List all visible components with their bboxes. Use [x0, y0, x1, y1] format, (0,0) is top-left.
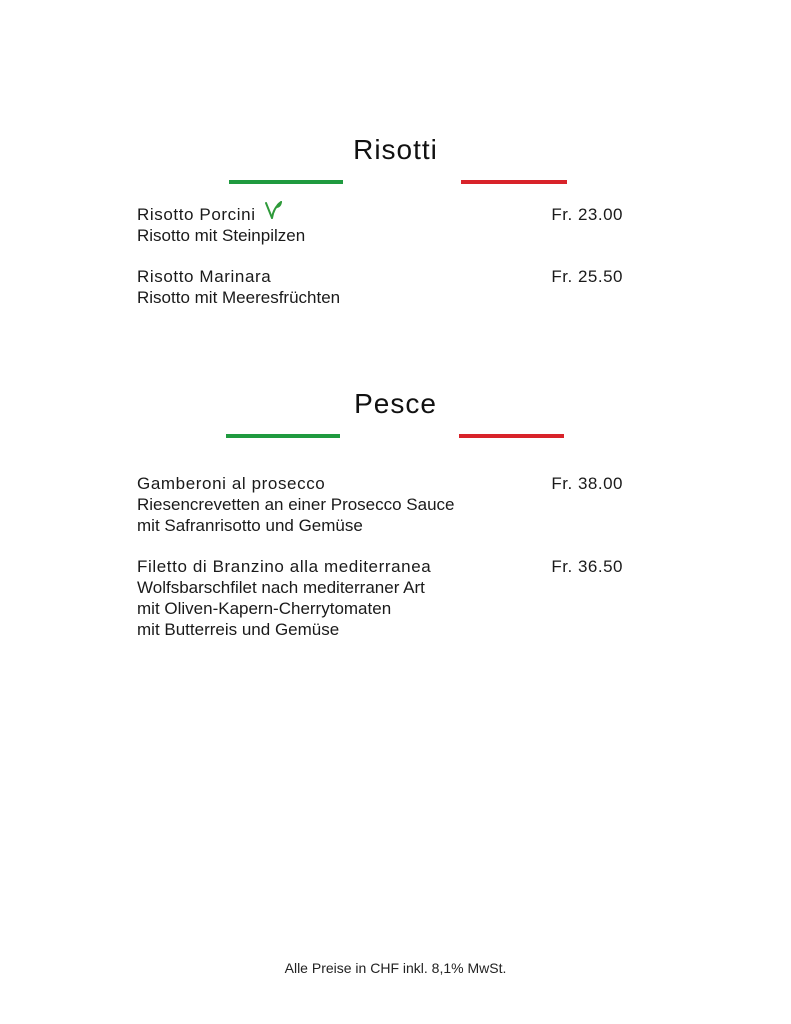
item-name: Filetto di Branzino alla mediterranea: [137, 557, 432, 576]
divider-red: [461, 180, 567, 184]
section-title-pesce: Pesce: [354, 388, 437, 419]
price-note-footer: Alle Preise in CHF inkl. 8,1% MwSt.: [284, 960, 507, 976]
section-title-risotti: Risotti: [353, 134, 438, 165]
item-price: Fr. 36.50: [551, 557, 623, 576]
item-description: mit Safranrisotto und Gemüse: [137, 516, 363, 535]
item-description: Wolfsbarschfilet nach mediterraner Art: [137, 578, 425, 597]
item-description: mit Butterreis und Gemüse: [137, 620, 340, 639]
item-description: Riesencrevetten an einer Prosecco Sauce: [137, 495, 455, 514]
item-price: Fr. 23.00: [551, 204, 623, 224]
item-name: Gamberoni al prosecco: [137, 474, 326, 493]
item-name: Risotto Porcini: [137, 204, 256, 224]
item-description: Risotto mit Meeresfrüchten: [137, 288, 341, 307]
menu-item-filetto-branzino: [137, 556, 623, 640]
menu-item-gamberoni: [137, 473, 623, 536]
divider-green: [229, 180, 343, 184]
menu-item-risotto-marinara: [137, 266, 623, 308]
divider-red: [459, 434, 564, 438]
item-description: Risotto mit Steinpilzen: [137, 226, 306, 245]
item-price: Fr. 25.50: [551, 267, 623, 286]
item-description: mit Oliven-Kapern-Cherrytomaten: [137, 599, 392, 618]
item-name: Risotto Marinara: [137, 267, 272, 286]
vegetarian-leaf-icon: [264, 200, 284, 222]
divider-green: [226, 434, 340, 438]
menu-item-risotto-porcini: [137, 203, 623, 246]
item-price: Fr. 38.00: [551, 474, 623, 493]
